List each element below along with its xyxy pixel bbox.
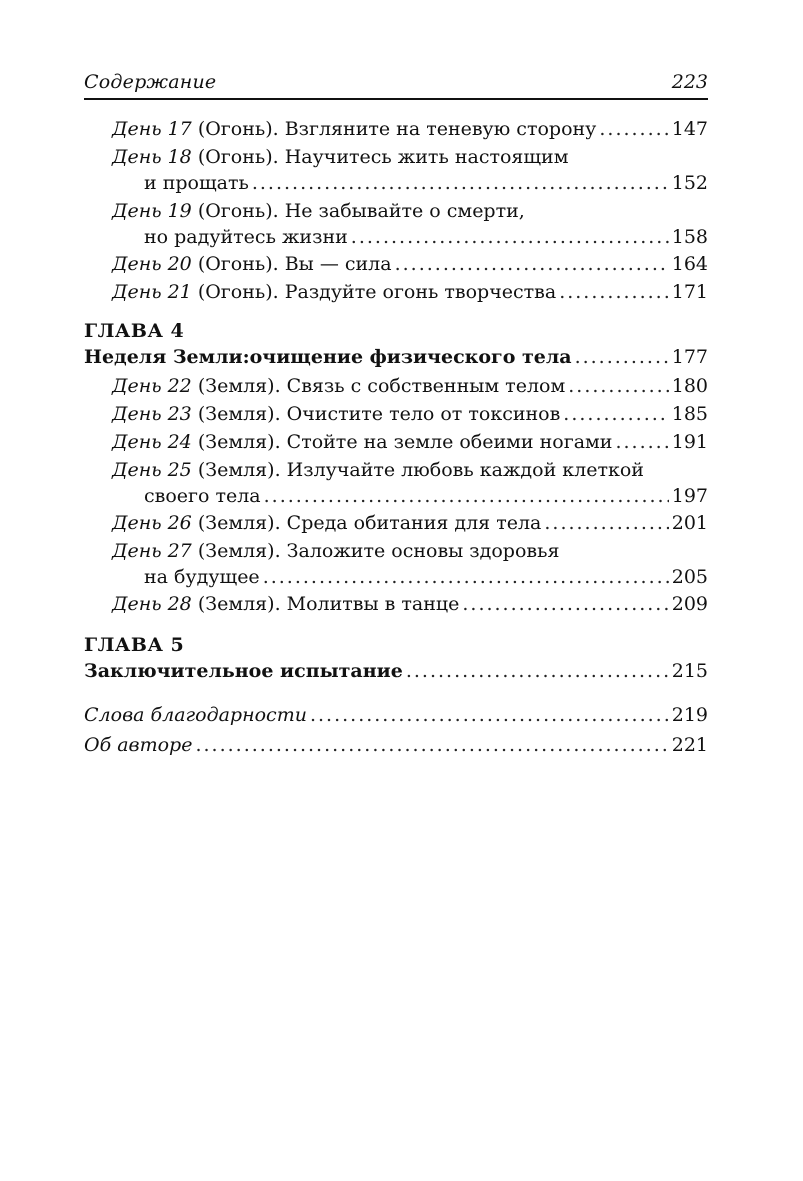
toc-entry-day-17[interactable]	[112, 118, 708, 145]
toc-entry-day-27[interactable]	[112, 540, 708, 567]
toc-entry-chapter-5[interactable]	[84, 660, 708, 687]
running-header	[84, 68, 708, 100]
entry-page: 185	[671, 403, 708, 425]
entry-element: (Огонь).	[191, 118, 285, 140]
leader-dots	[406, 660, 669, 682]
entry-page: 177	[671, 346, 708, 368]
leader-dots	[264, 485, 669, 507]
entry-page: 205	[671, 566, 708, 588]
leader-dots	[559, 281, 669, 303]
entry-title: Очистите тело от токсинов	[286, 403, 561, 425]
toc-entry-day-22[interactable]	[112, 375, 708, 402]
leader-dots	[252, 172, 669, 194]
chapter-4-label: ГЛАВА 4	[84, 320, 185, 342]
entry-element: (Земля).	[191, 512, 287, 534]
toc-entry-day-19-cont[interactable]	[144, 226, 708, 253]
entry-title: Слова благодарности	[84, 704, 307, 726]
toc-entry-day-23[interactable]	[112, 403, 708, 430]
entry-title: Связь с собственным телом	[286, 375, 566, 397]
entry-title-cont: и прощать	[144, 172, 249, 194]
toc-entry-day-28[interactable]	[112, 593, 708, 620]
entry-title: Об авторе	[84, 734, 193, 756]
toc-entry-acknowledgements[interactable]	[84, 704, 708, 731]
leader-dots	[615, 431, 668, 453]
leader-dots	[351, 226, 669, 248]
leader-dots	[568, 375, 669, 397]
header-page-number: 223	[671, 71, 708, 93]
entry-element: (Земля).	[191, 459, 287, 481]
entry-title-cont: но радуйтесь жизни	[144, 226, 348, 248]
entry-day: День 21	[112, 281, 192, 303]
toc-entry-day-18-cont[interactable]	[144, 172, 708, 199]
leader-dots	[544, 512, 668, 534]
toc-entry-day-26[interactable]	[112, 512, 708, 539]
entry-page: 164	[671, 253, 708, 275]
entry-day: День 18	[112, 146, 192, 168]
entry-page: 147	[671, 118, 708, 140]
entry-day: День 23	[112, 403, 192, 425]
leader-dots	[462, 593, 668, 615]
chapter-title: Заключительное испытание	[84, 660, 403, 682]
toc-entry-day-19[interactable]	[112, 200, 708, 227]
entry-day: День 27	[112, 540, 192, 562]
entry-page: 221	[671, 734, 708, 756]
entry-element: (Земля).	[191, 431, 287, 453]
entry-page: 158	[671, 226, 708, 248]
entry-day: День 17	[112, 118, 192, 140]
entry-title: Взгляните на теневую сторону	[284, 118, 597, 140]
entry-page: 197	[671, 485, 708, 507]
entry-page: 191	[671, 431, 708, 453]
toc-entry-about-author[interactable]	[84, 734, 708, 761]
entry-page: 215	[671, 660, 708, 682]
toc-entry-day-18[interactable]	[112, 146, 708, 173]
toc-entry-day-21[interactable]	[112, 281, 708, 308]
entry-day: День 22	[112, 375, 192, 397]
header-title: Содержание	[84, 71, 217, 93]
entry-title: Вы — сила	[284, 253, 392, 275]
entry-element: (Земля).	[191, 375, 287, 397]
entry-element: (Огонь).	[191, 281, 285, 303]
entry-element: (Огонь).	[191, 253, 285, 275]
entry-title-cont: своего тела	[144, 485, 261, 507]
entry-element: (Огонь).	[191, 200, 285, 222]
chapter-title: Неделя Земли:очищение физического тела	[84, 346, 572, 368]
entry-page: 171	[671, 281, 708, 303]
leader-dots	[263, 566, 669, 588]
entry-title: Раздуйте огонь творчества	[284, 281, 557, 303]
entry-day: День 25	[112, 459, 192, 481]
toc-entry-day-25-cont[interactable]	[144, 485, 708, 512]
toc-entry-day-24[interactable]	[112, 431, 708, 458]
entry-element: (Земля).	[191, 403, 287, 425]
entry-element: (Земля).	[191, 540, 287, 562]
leader-dots	[395, 253, 669, 275]
entry-title: Научитесь жить настоящим	[284, 146, 569, 168]
entry-day: День 19	[112, 200, 192, 222]
entry-page: 209	[671, 593, 708, 615]
entry-element: (Огонь).	[191, 146, 285, 168]
leader-dots	[599, 118, 668, 140]
entry-day: День 20	[112, 253, 192, 275]
entry-day: День 28	[112, 593, 192, 615]
toc-entry-day-25[interactable]	[112, 459, 708, 486]
entry-title: Стойте на земле обеими ногами	[286, 431, 613, 453]
entry-page: 180	[671, 375, 708, 397]
leader-dots	[310, 704, 669, 726]
entry-title: Заложите основы здоровья	[286, 540, 560, 562]
entry-page: 201	[671, 512, 708, 534]
leader-dots	[575, 346, 669, 368]
leader-dots	[195, 734, 668, 756]
entry-title: Не забывайте о смерти,	[284, 200, 525, 222]
entry-day: День 24	[112, 431, 192, 453]
leader-dots	[563, 403, 668, 425]
entry-element: (Земля).	[191, 593, 287, 615]
entry-title: Среда обитания для тела	[286, 512, 542, 534]
entry-page: 219	[671, 704, 708, 726]
toc-entry-day-27-cont[interactable]	[144, 566, 708, 593]
chapter-5-label: ГЛАВА 5	[84, 634, 185, 656]
entry-title-cont: на будущее	[144, 566, 260, 588]
toc-entry-chapter-4[interactable]	[84, 346, 708, 373]
entry-title: Излучайте любовь каждой клеткой	[286, 459, 644, 481]
toc-entry-day-20[interactable]	[112, 253, 708, 280]
entry-page: 152	[671, 172, 708, 194]
entry-title: Молитвы в танце	[286, 593, 460, 615]
entry-day: День 26	[112, 512, 192, 534]
